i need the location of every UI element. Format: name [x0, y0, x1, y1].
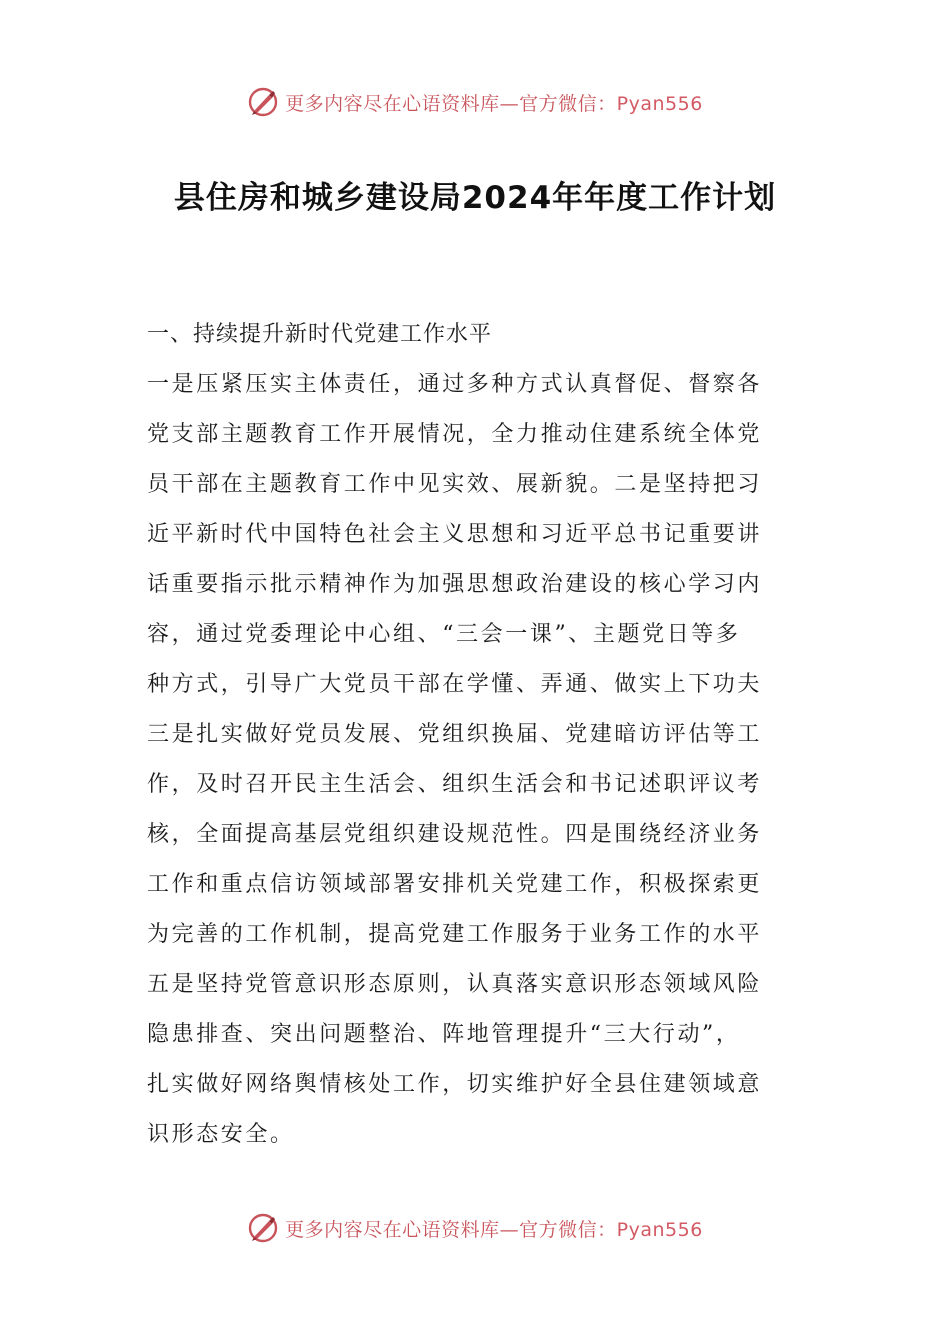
paragraph-line: 作，及时召开民主生活会、组织生活会和书记述职评议考	[147, 772, 763, 797]
paragraph-line: 识形态安全。	[147, 1122, 295, 1147]
watermark-label: 更多内容尽在心语资料库—官方微信：Pyan556	[285, 92, 703, 115]
document-title: 县住房和城乡建设局2024年年度工作计划	[173, 180, 777, 216]
paragraph-line: 三是扎实做好党员发展、党组织换届、党建暗访评估等工	[147, 722, 763, 747]
section-heading: 一、持续提升新时代党建工作水平	[147, 322, 493, 347]
section-paragraph	[147, 360, 807, 1160]
document-body	[147, 310, 807, 1160]
paragraph-line: 为完善的工作机制，提高党建工作服务于业务工作的水平	[147, 922, 763, 947]
paragraph-line: 五是坚持党管意识形态原则，认真落实意识形态领域风险	[147, 972, 763, 997]
paragraph-line: 核，全面提高基层党组织建设规范性。四是围绕经济业务	[147, 822, 763, 847]
watermark-footer	[0, 1212, 950, 1244]
watermark-header	[0, 86, 950, 118]
paragraph-line: 扎实做好网络舆情核处工作，切实维护好全县住建领域意	[147, 1072, 763, 1097]
paragraph-line: 员干部在主题教育工作中见实效、展新貌。二是坚持把习	[147, 472, 763, 497]
pen-logo-icon	[247, 86, 279, 118]
pen-logo-icon	[247, 1212, 279, 1244]
paragraph-line: 容，通过党委理论中心组、“三会一课”、主题党日等多	[147, 622, 741, 647]
paragraph-line: 工作和重点信访领域部署安排机关党建工作，积极探索更	[147, 872, 763, 897]
paragraph-line: 一是压紧压实主体责任，通过多种方式认真督促、督察各	[147, 372, 763, 397]
paragraph-line: 党支部主题教育工作开展情况，全力推动住建系统全体党	[147, 422, 763, 447]
paragraph-line: 话重要指示批示精神作为加强思想政治建设的核心学习内	[147, 572, 763, 597]
paragraph-line: 近平新时代中国特色社会主义思想和习近平总书记重要讲	[147, 522, 763, 547]
watermark-label: 更多内容尽在心语资料库—官方微信：Pyan556	[285, 1218, 703, 1241]
paragraph-line: 隐患排查、突出问题整治、阵地管理提升“三大行动”，	[147, 1022, 741, 1047]
paragraph-line: 种方式，引导广大党员干部在学懂、弄通、做实上下功夫	[147, 672, 763, 697]
